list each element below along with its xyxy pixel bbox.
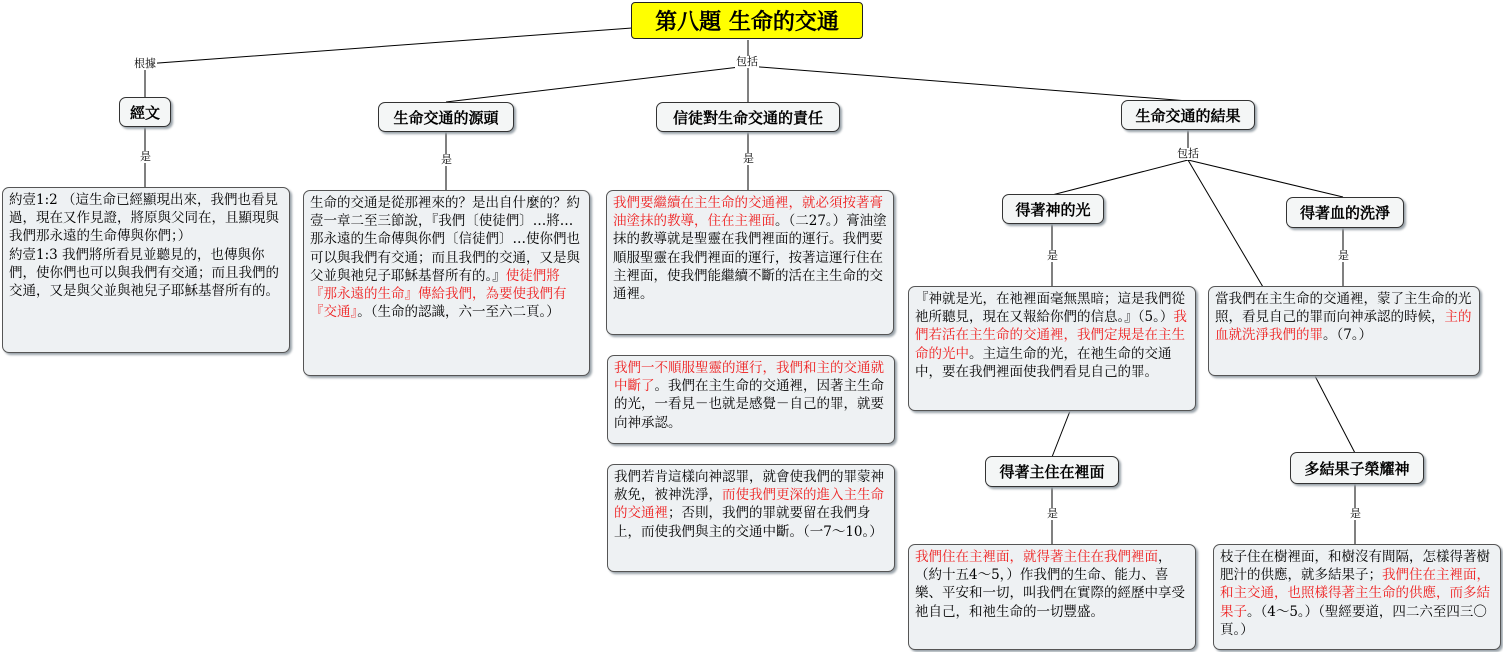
note-guang (908, 286, 1196, 411)
note-jieguozi-text-2: 。（4～5。）（聖經要道，四二六至四三〇頁。） (1220, 603, 1487, 638)
topic-jingwen[interactable]: 經文 (119, 97, 171, 127)
topic-zhuzai[interactable]: 得著主住在裡面 (985, 456, 1119, 487)
topic-xijing[interactable]: 得著血的洗淨 (1286, 197, 1404, 228)
note-zeren-2-highlight: 我們一不順服聖靈的運行，我們和主的交通就中斷了 (614, 360, 884, 395)
note-zeren-2 (607, 355, 895, 444)
note-yuantou-text-1: 生命的交通是從那裡來的？是出自什麼的？約壹一章二至三節說，『我們〔使徒們〕…將…那永遠的生命傳與你們〔信徒們〕…使你們也可以與我們有交通；而且我們的交通，又是與父並與祂兒子耶穌基督所有的。』 (310, 195, 580, 284)
note-yuantou (303, 190, 590, 376)
note-jieguozi (1213, 544, 1501, 650)
note-zeren-3-highlight: 而使我們更深的進入主生命的交通裡 (614, 487, 884, 522)
label-baokuo-top: 包括 (736, 55, 758, 68)
label-baokuo-jieguo: 包括 (1177, 147, 1199, 160)
label-shi-yuantou: 是 (441, 153, 452, 166)
note-jingwen-text-1: 約壹1:2 （這生命已經顯現出來，我們也看見過，現在又作見證，將原與父同在，且顯現與我們那永遠的生命傳與你們；） (9, 192, 279, 245)
note-yuantou-highlight: 使徒們將『那永遠的生命』傳給我們，為要使我們有『交通』 (310, 267, 567, 321)
note-jingwen-text-2: 約壹1:3 我們將所看見並聽見的，也傳與你們，使你們也可以與我們有交通；而且我們的交通，又是與父並與祂兒子耶穌基督所有的。 (9, 246, 279, 300)
note-zeren-3-text-2: ；否則，我們的罪就要留在我們身上，而使我們與主的交通中斷。（一7～10。） (614, 505, 883, 540)
label-shi-jieguozi: 是 (1350, 507, 1361, 520)
note-zhuzai (908, 544, 1196, 650)
note-jieguozi-highlight: 我們住在主裡面，和主交通，也照樣得著主生命的供應，而多結果子 (1220, 567, 1490, 620)
note-xijing-text-1: 當我們在主生命的交通裡，蒙了主生命的光照，看見自己的罪而向神承認的時候， (1215, 291, 1472, 326)
label-shi-zeren: 是 (743, 152, 754, 165)
note-xijing-text-2: 。（7。） (1323, 327, 1373, 344)
note-yuantou-text-2: 。（生命的認識，六一至六二頁。） (357, 304, 560, 321)
note-zeren-1 (606, 190, 894, 335)
topic-yuantou[interactable]: 生命交通的源頭 (378, 102, 514, 132)
note-zhuzai-text: ，（約十五4～5，）作我們的生命、能力、喜樂、平安和一切，叫我們在實際的經歷中享受祂自己，和祂生命的一切豐盛。 (915, 549, 1185, 620)
topic-jieguozi[interactable]: 多結果子榮耀神 (1290, 452, 1424, 484)
note-guang-highlight: 我們若活在主生命的交通裡，我們定規是在主生命的光中 (915, 309, 1187, 362)
label-genju: 根據 (134, 57, 156, 70)
label-shi-xijing: 是 (1338, 249, 1349, 262)
note-zeren-2-text: 。我們在主生命的交通裡，因著主生命的光，一看見－也就是感覺－自己的罪，就要向神承認。 (614, 378, 884, 431)
note-xijing-highlight: 主的血就洗淨我們的罪 (1215, 309, 1472, 344)
topic-jieguo[interactable]: 生命交通的結果 (1121, 100, 1255, 130)
note-jieguozi-text-1: 枝子住在樹裡面，和樹沒有間隔，怎樣得著樹肥汁的供應，就多結果子； (1220, 549, 1490, 584)
note-zhuzai-highlight: 我們住在主裡面，就得著主住在我們裡面 (915, 549, 1158, 565)
note-zeren-1-text: 。（二27。）膏油塗抹的教導就是聖靈在我們裡面的運行。我們要順服聖靈在我們裡面的運行，按著這運行住在主裡面，使我們能繼續不斷的活在主生命的交通裡。 (613, 213, 887, 303)
label-shi-zhuzai: 是 (1047, 507, 1058, 520)
topic-guang[interactable]: 得著神的光 (1002, 194, 1104, 224)
note-guang-text-2: 。主這生命的光，在祂生命的交通中，要在我們裡面使我們看見自己的罪。 (915, 345, 1172, 380)
label-shi-jingwen: 是 (140, 150, 151, 163)
note-guang-text-1: 『神就是光，在祂裡面毫無黑暗；這是我們從祂所聽見，現在又報給你們的信息。』（5。） (915, 291, 1185, 326)
note-zeren-3-text-1: 我們若肯這樣向神認罪，就會使我們的罪蒙神赦免，被神洗淨， (614, 469, 884, 504)
note-jingwen (2, 187, 290, 353)
topic-zeren[interactable]: 信徒對生命交通的責任 (656, 102, 840, 132)
note-xijing (1208, 286, 1480, 376)
note-zeren-1-highlight: 我們要繼續在主生命的交通裡，就必須按著膏油塗抹的教導，住在主裡面 (613, 195, 883, 230)
root-topic[interactable]: 第八題 生命的交通 (631, 2, 863, 39)
note-zeren-3 (607, 464, 895, 572)
label-shi-guang: 是 (1047, 249, 1058, 262)
